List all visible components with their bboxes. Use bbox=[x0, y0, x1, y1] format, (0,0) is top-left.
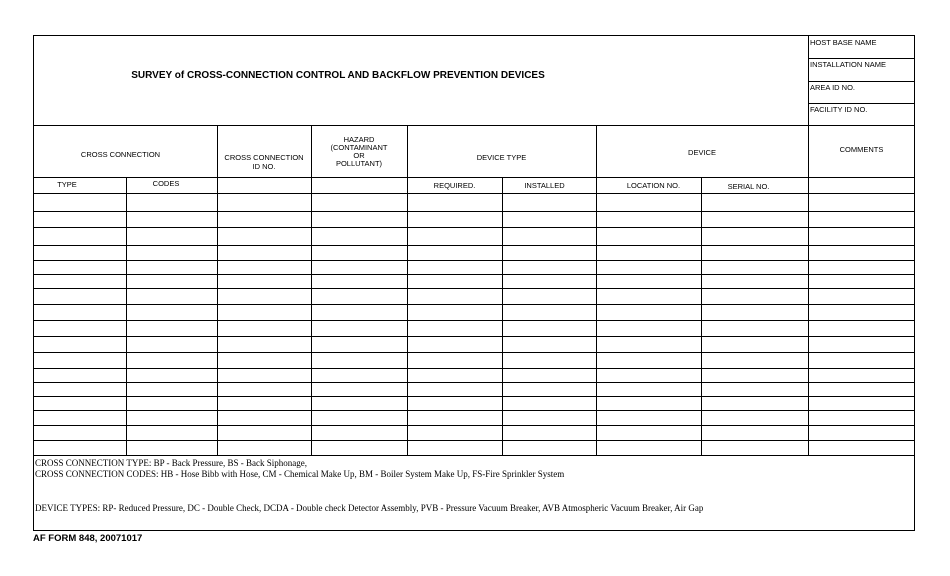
column-divider bbox=[311, 125, 312, 455]
header-top-rule bbox=[33, 125, 915, 126]
subcolumn-divider bbox=[126, 177, 127, 455]
cross-connection-header: CROSS CONNECTION bbox=[80, 150, 161, 159]
form-number: AF FORM 848, 20071017 bbox=[33, 533, 143, 544]
device-type-header: DEVICE TYPE bbox=[476, 153, 527, 162]
subheader-bottom-rule bbox=[33, 193, 915, 194]
installation-name-field[interactable]: INSTALLATION NAME bbox=[810, 60, 886, 69]
header-bottom-rule bbox=[33, 177, 915, 178]
row-rule bbox=[33, 304, 915, 305]
device-types-legend: DEVICE TYPES: RP- Reduced Pressure, DC - Double Check, DCDA - Double check Detector Assembly, PVB - Pressure Vacuum Breaker, AVB Atmospheric Vacuum Breaker, Air Gap bbox=[35, 503, 704, 513]
table-bottom-rule bbox=[33, 455, 915, 456]
row-rule bbox=[33, 274, 915, 275]
row-rule bbox=[33, 382, 915, 383]
row-rule bbox=[33, 368, 915, 369]
row-rule bbox=[33, 245, 915, 246]
row-rule bbox=[33, 288, 915, 289]
type-subheader: TYPE bbox=[57, 180, 77, 189]
row-rule bbox=[33, 440, 915, 441]
column-divider bbox=[217, 125, 218, 455]
column-divider bbox=[596, 125, 597, 455]
host-base-name-field[interactable]: HOST BASE NAME bbox=[810, 38, 877, 47]
serial-no-subheader: SERIAL NO. bbox=[727, 182, 770, 191]
area-id-field[interactable]: AREA ID NO. bbox=[810, 83, 856, 92]
form-frame bbox=[33, 35, 915, 531]
installed-subheader: INSTALLED bbox=[524, 181, 565, 190]
row-rule bbox=[33, 425, 915, 426]
column-divider bbox=[407, 125, 408, 455]
row-rule bbox=[33, 396, 915, 397]
side-field-rule bbox=[808, 58, 915, 59]
side-field-rule bbox=[808, 81, 915, 82]
required-subheader: REQUIRED. bbox=[433, 181, 476, 190]
subcolumn-divider bbox=[701, 177, 702, 455]
side-field-rule bbox=[808, 103, 915, 104]
cross-connection-codes-legend: CROSS CONNECTION CODES: HB - Hose Bibb with Hose, CM - Chemical Make Up, BM - Boiler System Make Up, FS-Fire Sprinkler System bbox=[35, 469, 565, 479]
device-header: DEVICE bbox=[688, 148, 716, 157]
column-divider bbox=[808, 125, 809, 455]
comments-header: COMMENTS bbox=[839, 145, 884, 154]
location-no-subheader: LOCATION NO. bbox=[626, 181, 681, 190]
row-rule bbox=[33, 260, 915, 261]
row-rule bbox=[33, 211, 915, 212]
row-rule bbox=[33, 227, 915, 228]
subcolumn-divider bbox=[502, 177, 503, 455]
codes-subheader: CODES bbox=[152, 179, 180, 188]
row-rule bbox=[33, 410, 915, 411]
row-rule bbox=[33, 352, 915, 353]
cross-connection-id-header: CROSS CONNECTION ID NO. bbox=[224, 153, 304, 171]
cross-connection-type-legend: CROSS CONNECTION TYPE: BP - Back Pressure, BS - Back Siphonage, bbox=[35, 458, 307, 468]
row-rule bbox=[33, 320, 915, 321]
row-rule bbox=[33, 336, 915, 337]
facility-id-field[interactable]: FACILITY ID NO. bbox=[810, 105, 868, 114]
form-title: SURVEY of CROSS-CONNECTION CONTROL AND BACKFLOW PREVENTION DEVICES bbox=[131, 70, 545, 81]
hazard-header: HAZARD (CONTAMINANT OR POLLUTANT) bbox=[330, 135, 388, 168]
